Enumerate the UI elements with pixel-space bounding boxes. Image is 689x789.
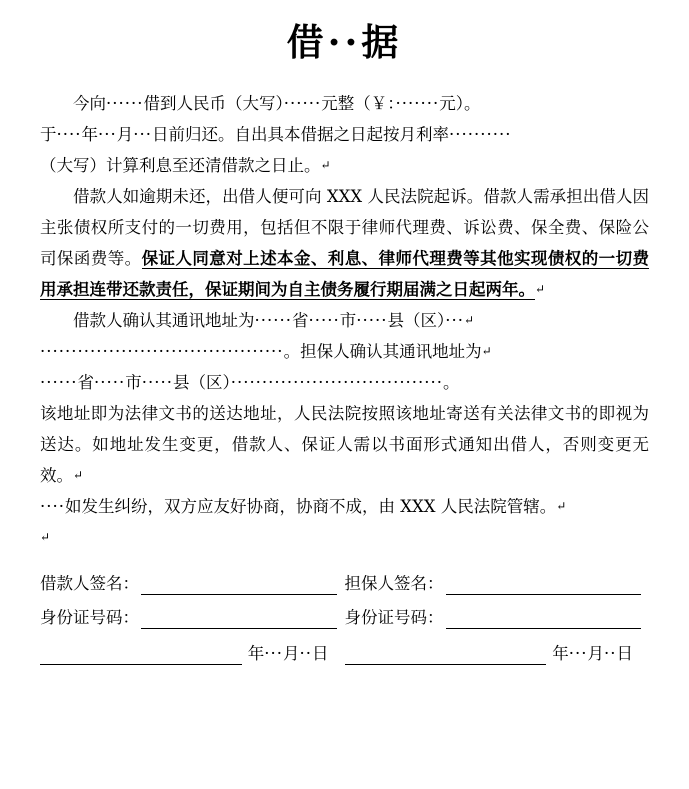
- borrower-signature-line[interactable]: [141, 593, 337, 595]
- fill-dots[interactable]: ···: [133, 125, 152, 144]
- text-run: 日前归还。自出具本借据之日起按月利率: [151, 125, 449, 144]
- text-run: （大写）计算利息至还清借款之日止。: [40, 156, 321, 175]
- paragraph-mark: ↵: [73, 468, 84, 482]
- text-run: 元整（￥：: [321, 94, 396, 113]
- paragraph-mark: ↵: [556, 499, 567, 513]
- guarantor-date-field[interactable]: [345, 637, 650, 671]
- fill-dots[interactable]: ····: [56, 125, 82, 144]
- paragraph-borrower-address: [40, 305, 649, 336]
- guarantor-signature-line[interactable]: [446, 593, 642, 595]
- borrower-id-label: 身份证号码：: [40, 608, 139, 627]
- text-run: 省: [77, 373, 94, 392]
- text-run: 省: [291, 311, 309, 330]
- text-run: 市: [339, 311, 357, 330]
- signature-block: [40, 567, 649, 671]
- fill-dots[interactable]: ·······: [395, 94, 440, 113]
- text-run: 月: [116, 125, 134, 144]
- text-run: 市: [125, 373, 142, 392]
- signature-row-names: [40, 567, 649, 601]
- paragraph-jurisdiction: [40, 491, 649, 522]
- text-run: 县（区）: [387, 311, 446, 330]
- paragraph-guarantor-address: [40, 367, 649, 398]
- fill-dots[interactable]: ···: [97, 125, 117, 144]
- signature-row-dates: [40, 637, 649, 671]
- guarantor-signature-field[interactable]: [345, 567, 650, 601]
- text-run: 。担保人确认其通讯地址为: [283, 342, 482, 361]
- text-run: 该地址即为法律文书的送达地址，人民法院按照该地址寄送有关法律文书的即视为送达。如地址发生变更，借款人、保证人需以书面形式通知出借人，否则变更无效。: [40, 404, 649, 485]
- text-run: 。: [443, 373, 460, 392]
- fill-dots[interactable]: ···: [445, 311, 464, 330]
- borrower-signature-label: 借款人签名：: [40, 574, 139, 593]
- paragraph-default-clause: [40, 181, 649, 305]
- fill-dots[interactable]: ······: [283, 94, 322, 113]
- guarantor-signature-label: 担保人签名：: [344, 574, 444, 593]
- paragraph-interest: [40, 150, 649, 181]
- fill-dots[interactable]: ····: [40, 497, 65, 516]
- text-run: 县（区）: [172, 373, 231, 392]
- borrower-date-year: 年: [247, 644, 265, 663]
- fill-dots[interactable]: ······: [106, 94, 144, 113]
- borrower-id-field[interactable]: [40, 601, 345, 635]
- fill-dots[interactable]: ··: [299, 644, 312, 663]
- fill-dots[interactable]: ·······································: [40, 342, 284, 361]
- fill-dots[interactable]: ·····: [93, 373, 126, 392]
- borrower-signature-field[interactable]: [40, 567, 345, 601]
- paragraph-mark: ↵: [463, 313, 475, 327]
- text-run: 今向: [73, 94, 106, 113]
- borrower-id-line[interactable]: [141, 627, 337, 629]
- borrower-date-day: 日: [312, 644, 329, 663]
- fill-dots[interactable]: ······: [254, 311, 292, 330]
- page-title: 借··据: [286, 20, 403, 64]
- text-run: 借款人确认其通讯地址为: [73, 311, 255, 330]
- document-body: [40, 88, 649, 553]
- fill-dots[interactable]: ······: [40, 373, 78, 392]
- paragraph-mark: ↵: [40, 530, 51, 544]
- text-run: 借到人民币（大写）: [143, 94, 284, 113]
- borrower-date-field[interactable]: [40, 637, 345, 671]
- text-run: 年: [81, 125, 98, 144]
- text-run: 元）。: [439, 94, 481, 113]
- paragraph-mark: ↵: [535, 282, 546, 296]
- guarantor-id-line[interactable]: [446, 627, 642, 629]
- fill-dots[interactable]: ··································: [230, 373, 444, 392]
- fill-dots[interactable]: ···: [264, 644, 283, 663]
- fill-dots[interactable]: ···: [568, 644, 588, 663]
- borrower-date-line[interactable]: [40, 663, 242, 665]
- paragraph-service-address: [40, 398, 649, 491]
- paragraph-loan-amount: [40, 88, 649, 119]
- guarantor-id-field[interactable]: [345, 601, 650, 635]
- text-run: 如发生纠纷，双方应友好协商，协商不成，由 XXX 人民法院管辖。: [64, 497, 557, 516]
- guarantor-id-label: 身份证号码：: [344, 608, 444, 627]
- fill-dots[interactable]: ·····: [356, 311, 388, 330]
- paragraph-guarantor-address-lead: [40, 336, 649, 367]
- guarantor-date-year: 年: [552, 644, 569, 663]
- paragraph-blank: [40, 522, 649, 553]
- fill-dots[interactable]: ··: [604, 644, 617, 663]
- paragraph-mark: ↵: [320, 158, 331, 172]
- fill-dots[interactable]: ··········: [448, 125, 512, 144]
- guarantor-date-line[interactable]: [345, 663, 547, 665]
- fill-dots[interactable]: ·····: [308, 311, 340, 330]
- signature-row-ids: [40, 601, 649, 635]
- paragraph-mark: ↵: [481, 344, 492, 358]
- borrower-date-month: 月: [283, 644, 300, 663]
- text-run: 借款人如逾期未还，出借人便可向 XXX 人民法院起诉。借款人需承担出借人因主张债权所支付的一切费用，包括但不限于律师代理费、诉讼费、保全费、保险公司保函费等。: [40, 187, 649, 268]
- document-page: [0, 12, 689, 789]
- paragraph-repayment-date: [40, 119, 649, 150]
- guarantee-clause-bold: 保证人同意对上述本金、利息、律师代理费等其他实现债权的一切费用承担连带还款责任，保证期间为自主债务履行期届满之日起两年。: [40, 249, 650, 299]
- fill-dots[interactable]: ·····: [141, 373, 173, 392]
- guarantor-date-day: 日: [616, 644, 633, 663]
- guarantor-date-month: 月: [587, 644, 604, 663]
- text-run: 于: [40, 125, 57, 144]
